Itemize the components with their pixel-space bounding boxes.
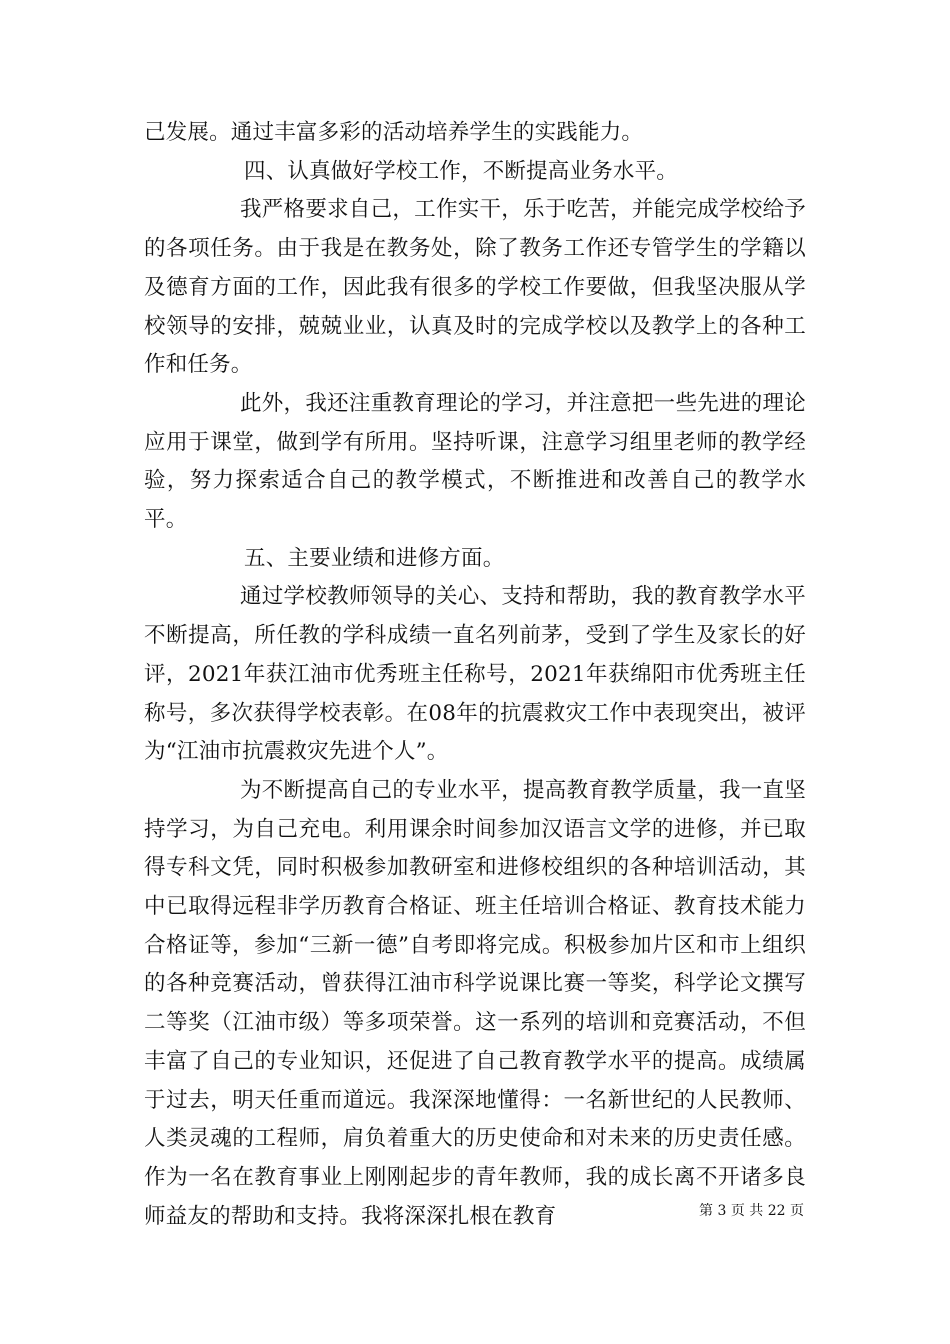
section-heading-five: 五、主要业绩和进修方面。 <box>244 545 505 571</box>
section-heading-four: 四、认真做好学校工作，不断提高业务水平。 <box>244 158 679 184</box>
paragraph-continuation: 己发展。通过丰富多彩的活动培养学生的实践能力。 <box>144 120 644 145</box>
page-number: 第 3 页 共 22 页 <box>699 1203 804 1219</box>
paragraph-school-work: 我严格要求自己，工作实干，乐于吃苦，并能完成学校给予的各项任务。由于我是在教务处，除了教务工作还专管学生的学籍以及德育方面的工作，因此我有很多的学校工作要做，但我坚决服从学校领导的安排，兢兢业业，认真及时的完成学校以及教学上的各种工作和任务。 <box>144 197 806 378</box>
paragraph-further-study: 为不断提高自己的专业水平，提高教育教学质量，我一直坚持学习，为自己充电。利用课余时间参加汉语言文学的进修，并已取得专科文凭，同时积极参加教研室和进修校组织的各种培训活动，其中已取得远程非学历教育合格证、班主任培训合格证、教育技术能力合格证等，参加“三新一德”自考即将完成。积极参加片区和市上组织的各种竞赛活动，曾获得江油市科学说课比赛一等奖，科学论文撰写二等奖（江油市级）等多项荣誉。这一系列的培训和竞赛活动，不但丰富了自己的专业知识，还促进了自己教育教学水平的提高。成绩属于过去，明天任重而道远。我深深地懂得：一名新世纪的人民教师、人类灵魂的工程师，肩负着重大的历史使命和对未来的历史责任感。作为一名在教育事业上刚刚起步的青年教师，我的成长离不开诸多良师益友的帮助和支持。我将深深扎根在教育 <box>144 777 806 1229</box>
paragraph-theory-study: 此外，我还注重教育理论的学习，并注意把一些先进的理论应用于课堂，做到学有所用。坚持听课，注意学习组里老师的教学经验，努力探索适合自己的教学模式，不断推进和改善自己的教学水平。 <box>144 390 806 533</box>
document-body <box>144 114 806 1236</box>
paragraph-achievements: 通过学校教师领导的关心、支持和帮助，我的教育教学水平不断提高，所任教的学科成绩一直名列前茅，受到了学生及家长的好评，2021年获江油市优秀班主任称号，2021年获绵阳市优秀班主任称号，多次获得学校表彰。在08年的抗震救灾工作中表现突出，被评为“江油市抗震救灾先进个人”。 <box>144 584 806 765</box>
page-footer <box>0 1200 950 1224</box>
